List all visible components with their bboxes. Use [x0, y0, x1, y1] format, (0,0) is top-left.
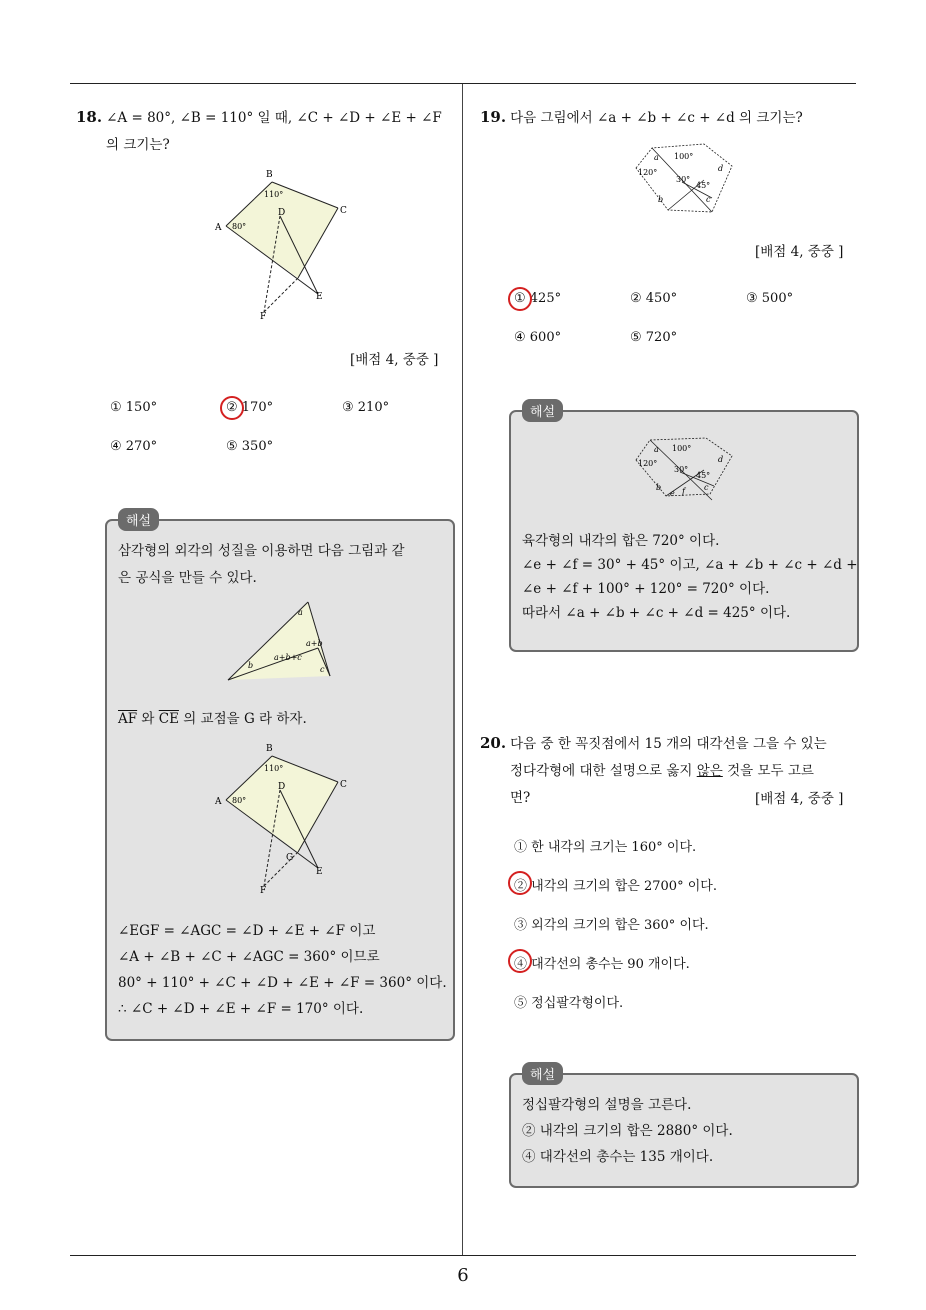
q18-choice-2[interactable]: ② 170° — [226, 400, 274, 415]
q18-label-A: A — [215, 223, 222, 233]
q18-choice-1[interactable]: ① 150° — [110, 400, 158, 415]
page-number: 6 — [457, 1265, 469, 1286]
q20-solution-text — [522, 1092, 733, 1170]
q19s-angle-30: 30° — [674, 465, 689, 474]
q18-label-E: E — [316, 292, 323, 302]
q18-label-C: C — [340, 206, 347, 216]
q20-choice-5[interactable]: ⑤ 정십팔각형이다. — [514, 996, 624, 1011]
q19s-label-e: e — [670, 489, 675, 498]
q18-angle-A: 80° — [232, 222, 247, 231]
q19-choice-5[interactable]: ⑤ 720° — [630, 330, 678, 345]
column-divider — [462, 84, 463, 1255]
q19s-label-b: b — [656, 483, 662, 492]
q18-figure — [210, 166, 350, 321]
q20-stem-line3: 면? — [510, 790, 531, 806]
q19s-label-c: c — [704, 483, 709, 492]
fig2-angle-B: 110° — [264, 764, 284, 773]
q19-choice-3[interactable]: ③ 500° — [746, 291, 794, 306]
q18-sol-line3 — [118, 707, 307, 731]
q18-answer-mark — [220, 396, 244, 420]
q19-number: 19. — [480, 108, 507, 126]
fig2-label-C: C — [340, 780, 347, 790]
q20-answer-mark-2 — [508, 871, 532, 895]
fig1-label-b: b — [248, 661, 254, 670]
q18-label-D: D — [278, 208, 286, 218]
q18-solution-figure2 — [210, 740, 350, 896]
q20-number: 20. — [480, 734, 507, 752]
q19-sol-line1: 육각형의 내각의 합은 720° 이다. — [522, 533, 720, 549]
q19-score: [배점 4, 중중 ] — [755, 244, 844, 260]
q18-angle-B: 110° — [264, 190, 284, 199]
q19-choice-4[interactable]: ④ 600° — [514, 330, 562, 345]
q19-angle-120: 120° — [638, 168, 658, 177]
q19s-label-a: a — [654, 445, 659, 454]
q19-solution-tag: 해설 — [522, 399, 563, 422]
q18-sol-wa: 와 — [137, 711, 159, 727]
q18-label-B: B — [266, 170, 273, 180]
q18-solution-figure1 — [222, 598, 342, 684]
q20-stem-underlined: 않은 — [696, 763, 723, 779]
q19-angle-100: 100° — [674, 152, 694, 161]
q19-label-d: d — [718, 164, 724, 173]
fig2-label-D: D — [278, 782, 286, 792]
q18-score: [배점 4, 중중 ] — [350, 352, 439, 368]
q19-label-a: a — [654, 153, 659, 162]
q19-choice-2[interactable]: ② 450° — [630, 291, 678, 306]
q19s-label-f: f — [682, 487, 685, 496]
q20-stem-line2a: 정다각형에 대한 설명으로 옳지 — [510, 763, 697, 779]
q18-sol-ce: $\overline{CE}$ — [158, 711, 179, 727]
q19s-angle-120: 120° — [638, 459, 658, 468]
q19s-angle-100: 100° — [672, 444, 692, 453]
q18-label-F: F — [260, 312, 267, 321]
q18-stem — [76, 104, 442, 159]
q19-stem-text: 다음 그림에서 ∠a + ∠b + ∠c + ∠d 의 크기는? — [510, 110, 803, 126]
fig2-label-E: E — [316, 867, 323, 877]
q18-solution-equations — [118, 918, 447, 1022]
q19-solution-text — [522, 529, 858, 625]
q20-solution-tag: 해설 — [522, 1062, 563, 1085]
q20-answer-mark-4 — [508, 949, 532, 973]
q18-sol-line3-rest: 의 교점을 G 라 하자. — [178, 711, 307, 727]
fig2-label-G: G — [286, 853, 294, 863]
q18-choice-3[interactable]: ③ 210° — [342, 400, 390, 415]
fig2-label-B: B — [266, 744, 273, 754]
q18-stem-line1: ∠A = 80°, ∠B = 110° 일 때, ∠C + ∠D + ∠E + ∠F — [106, 110, 442, 126]
q18-sol-af: $\overline{AF}$ — [118, 711, 138, 727]
bottom-rule — [70, 1255, 856, 1256]
q18-sol-line2: 은 공식을 만들 수 있다. — [118, 570, 257, 586]
fig1-label-apb: a+b — [306, 639, 323, 648]
q19-angle-45: 45° — [696, 181, 711, 190]
q18-sol-eq4: ∴ ∠C + ∠D + ∠E + ∠F = 170° 이다. — [118, 1001, 364, 1017]
q19-stem — [480, 104, 803, 132]
q18-sol-eq2: ∠A + ∠B + ∠C + ∠AGC = 360° 이므로 — [118, 949, 380, 965]
q18-solution-tag: 해설 — [118, 508, 159, 531]
fig1-label-a: a — [298, 608, 303, 617]
q19-choice-1[interactable]: ① 425° — [514, 291, 562, 306]
fig1-label-apbpc: a+b+c — [274, 653, 302, 662]
q19-figure — [632, 138, 738, 220]
top-rule — [70, 83, 856, 84]
q19s-label-d: d — [718, 455, 724, 464]
q18-sol-eq3: 80° + 110° + ∠C + ∠D + ∠E + ∠F = 360° 이다. — [118, 975, 447, 991]
q19-sol-line4: 따라서 ∠a + ∠b + ∠c + ∠d = 425° 이다. — [522, 605, 791, 621]
q18-solution-intro — [118, 538, 405, 592]
q18-sol-line1: 삼각형의 외각의 성질을 이용하면 다음 그림과 같 — [118, 543, 405, 559]
q18-choice-4[interactable]: ④ 270° — [110, 439, 158, 454]
fig2-label-F: F — [260, 886, 267, 896]
q18-number: 18. — [76, 108, 103, 126]
q20-score: [배점 4, 중중 ] — [755, 791, 844, 807]
q18-stem-line2: 의 크기는? — [106, 137, 170, 153]
q20-stem-line1: 다음 중 한 꼭짓점에서 15 개의 대각선을 그을 수 있는 — [510, 736, 827, 752]
fig2-angle-A: 80° — [232, 796, 247, 805]
q19-answer-mark — [508, 287, 532, 311]
q19-label-c: c — [706, 195, 711, 204]
q19s-angle-45: 45° — [696, 471, 711, 480]
q20-stem-line2b: 것을 모두 고르 — [722, 763, 814, 779]
q19-solution-figure — [632, 434, 738, 502]
q20-sol-line2: ② 내각의 크기의 합은 2880° 이다. — [522, 1123, 733, 1139]
q18-choice-5[interactable]: ⑤ 350° — [226, 439, 274, 454]
q18-sol-eq1: ∠EGF = ∠AGC = ∠D + ∠E + ∠F 이고 — [118, 923, 376, 939]
q19-sol-line2: ∠e + ∠f = 30° + 45° 이고, ∠a + ∠b + ∠c + ∠d + — [522, 557, 858, 573]
q20-sol-line1: 정십팔각형의 설명을 고른다. — [522, 1097, 692, 1113]
fig1-label-c: c — [320, 665, 325, 674]
fig2-label-A: A — [215, 797, 222, 807]
q20-choice-3[interactable]: ③ 외각의 크기의 합은 360° 이다. — [514, 918, 709, 933]
q20-choice-4[interactable]: ④ 대각선의 총수는 90 개이다. — [514, 957, 690, 972]
q20-choice-1[interactable]: ① 한 내각의 크기는 160° 이다. — [514, 840, 697, 855]
q19-sol-line3: ∠e + ∠f + 100° + 120° = 720° 이다. — [522, 581, 770, 597]
q20-choice-2[interactable]: ② 내각의 크기의 합은 2700° 이다. — [514, 879, 717, 894]
q19-angle-30: 30° — [676, 175, 691, 184]
q19-label-b: b — [658, 195, 664, 204]
q20-sol-line3: ④ 대각선의 총수는 135 개이다. — [522, 1149, 714, 1165]
